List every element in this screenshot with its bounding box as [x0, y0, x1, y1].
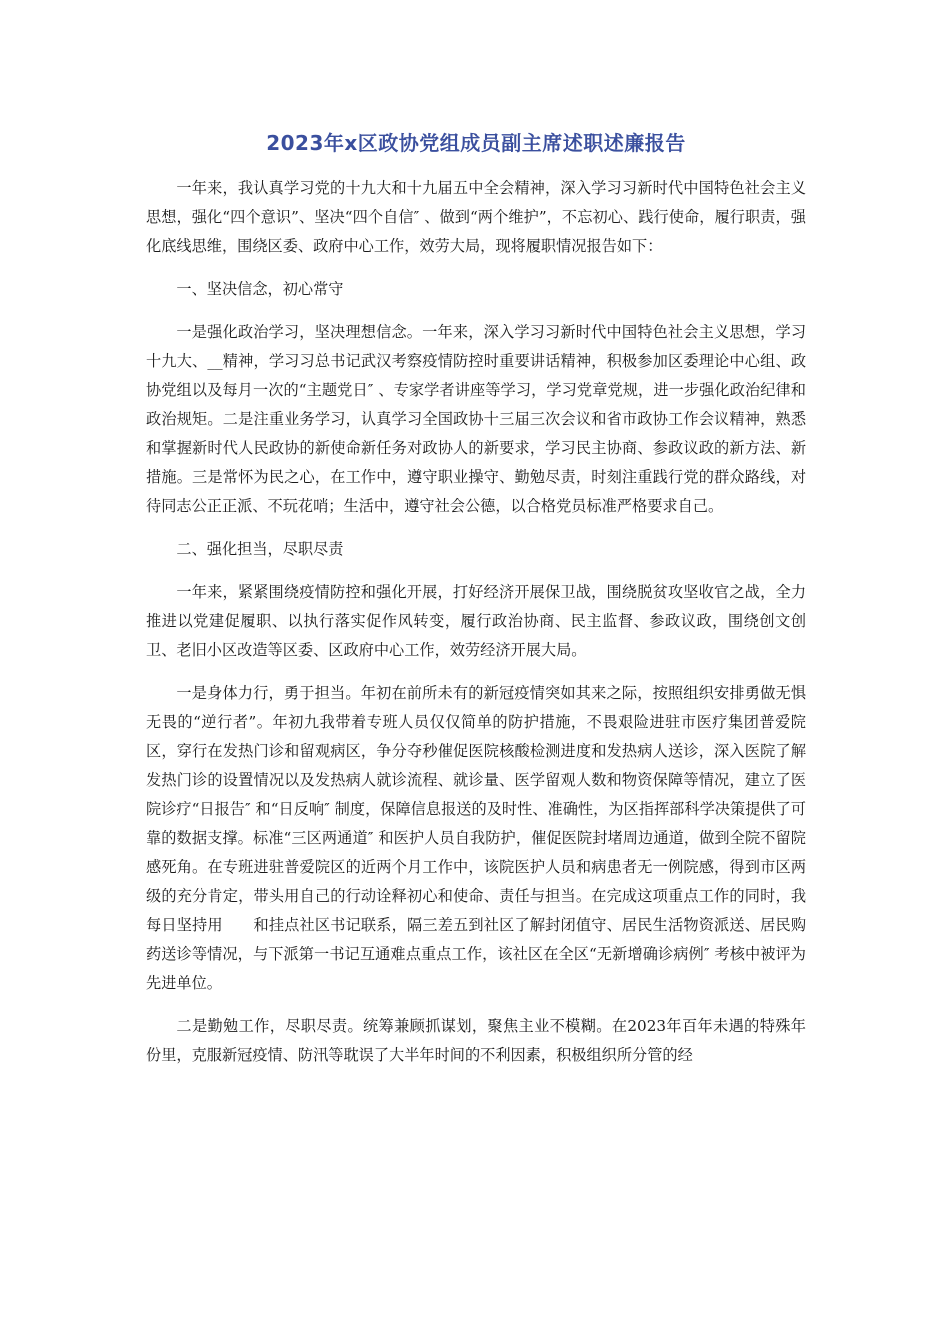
document-body: [146, 174, 806, 1070]
document-title: 2023年x区政协党组成员副主席述职述廉报告: [266, 131, 686, 155]
body-paragraph: 一是身体力行，勇于担当。年初在前所未有的新冠疫情突如其来之际，按照组织安排勇做无惧无畏的“逆行者”。年初九我带着专班人员仅仅简单的防护措施，不畏艰险进驻市医疗集团普爱院区，穿行在发热门诊和留观病区，争分夺秒催促医院核酸检测进度和发热病人送诊，深入医院了解发热门诊的设置情况以及发热病人就诊流程、就诊量、医学留观人数和物资保障等情况，建立了医院诊疗“日报告″ 和“日反响″ 制度，保障信息报送的及时性、准确性，为区指挥部科学决策提供了可靠的数据支撑。标准“三区两通道″ 和医护人员自我防护，催促医院封堵周边通道，做到全院不留院感死角。在专班进驻普爱院区的近两个月工作中，该院医护人员和病患者无一例院感，得到市区两级的充分肯定，带头用自己的行动诠释初心和使命、责任与担当。在完成这项重点工作的同时，我每日坚持用 和挂点社区书记联系，隔三差五到社区了解封闭值守、居民生活物资派送、居民购药送诊等情况，与下派第一书记互通难点重点工作，该社区在全区“无新增确诊病例″ 考核中被评为先进单位。: [146, 684, 806, 992]
document-page: [146, 128, 806, 1084]
body-paragraph: 一年来，紧紧围绕疫情防控和强化开展，打好经济开展保卫战，围绕脱贫攻坚收官之战，全力推进以党建促履职、以执行落实促作风转变，履行政治协商、民主监督、参政议政，围绕创文创卫、老旧小区改造等区委、区政府中心工作，效劳经济开展大局。: [146, 583, 806, 659]
body-paragraph: 一是强化政治学习，坚决理想信念。一年来，深入学习习新时代中国特色社会主义思想，学习十九大、__精神，学习习总书记武汉考察疫情防控时重要讲话精神，积极参加区委理论中心组、政协党组以及每月一次的“主题党日″ 、专家学者讲座等学习，学习党章党规，进一步强化政治纪律和政治规矩。二是注重业务学习，认真学习全国政协十三届三次会议和省市政协工作会议精神，熟悉和掌握新时代人民政协的新使命新任务对政协人的新要求，学习民主协商、参政议政的新方法、新措施。三是常怀为民之心，在工作中，遵守职业操守、勤勉尽责，时刻注重践行党的群众路线，对待同志公正正派、不玩花哨；生活中，遵守社会公德，以合格党员标准严格要求自己。: [146, 323, 806, 515]
body-paragraph: 一年来，我认真学习党的十九大和十九届五中全会精神，深入学习习新时代中国特色社会主义思想，强化“四个意识”、坚决“四个自信″ 、做到“两个维护”，不忘初心、践行使命，履行职责，强化底线思维，围绕区委、政府中心工作，效劳大局，现将履职情况报告如下：: [146, 179, 806, 255]
section-heading: 一、坚决信念，初心常守: [176, 280, 344, 298]
body-paragraph: 二是勤勉工作，尽职尽责。统筹兼顾抓谋划，聚焦主业不模糊。在2023年百年未遇的特殊年份里，克服新冠疫情、防汛等耽误了大半年时间的不利因素，积极组织所分管的经: [146, 1017, 806, 1064]
section-heading: 二、强化担当，尽职尽责: [176, 540, 344, 558]
